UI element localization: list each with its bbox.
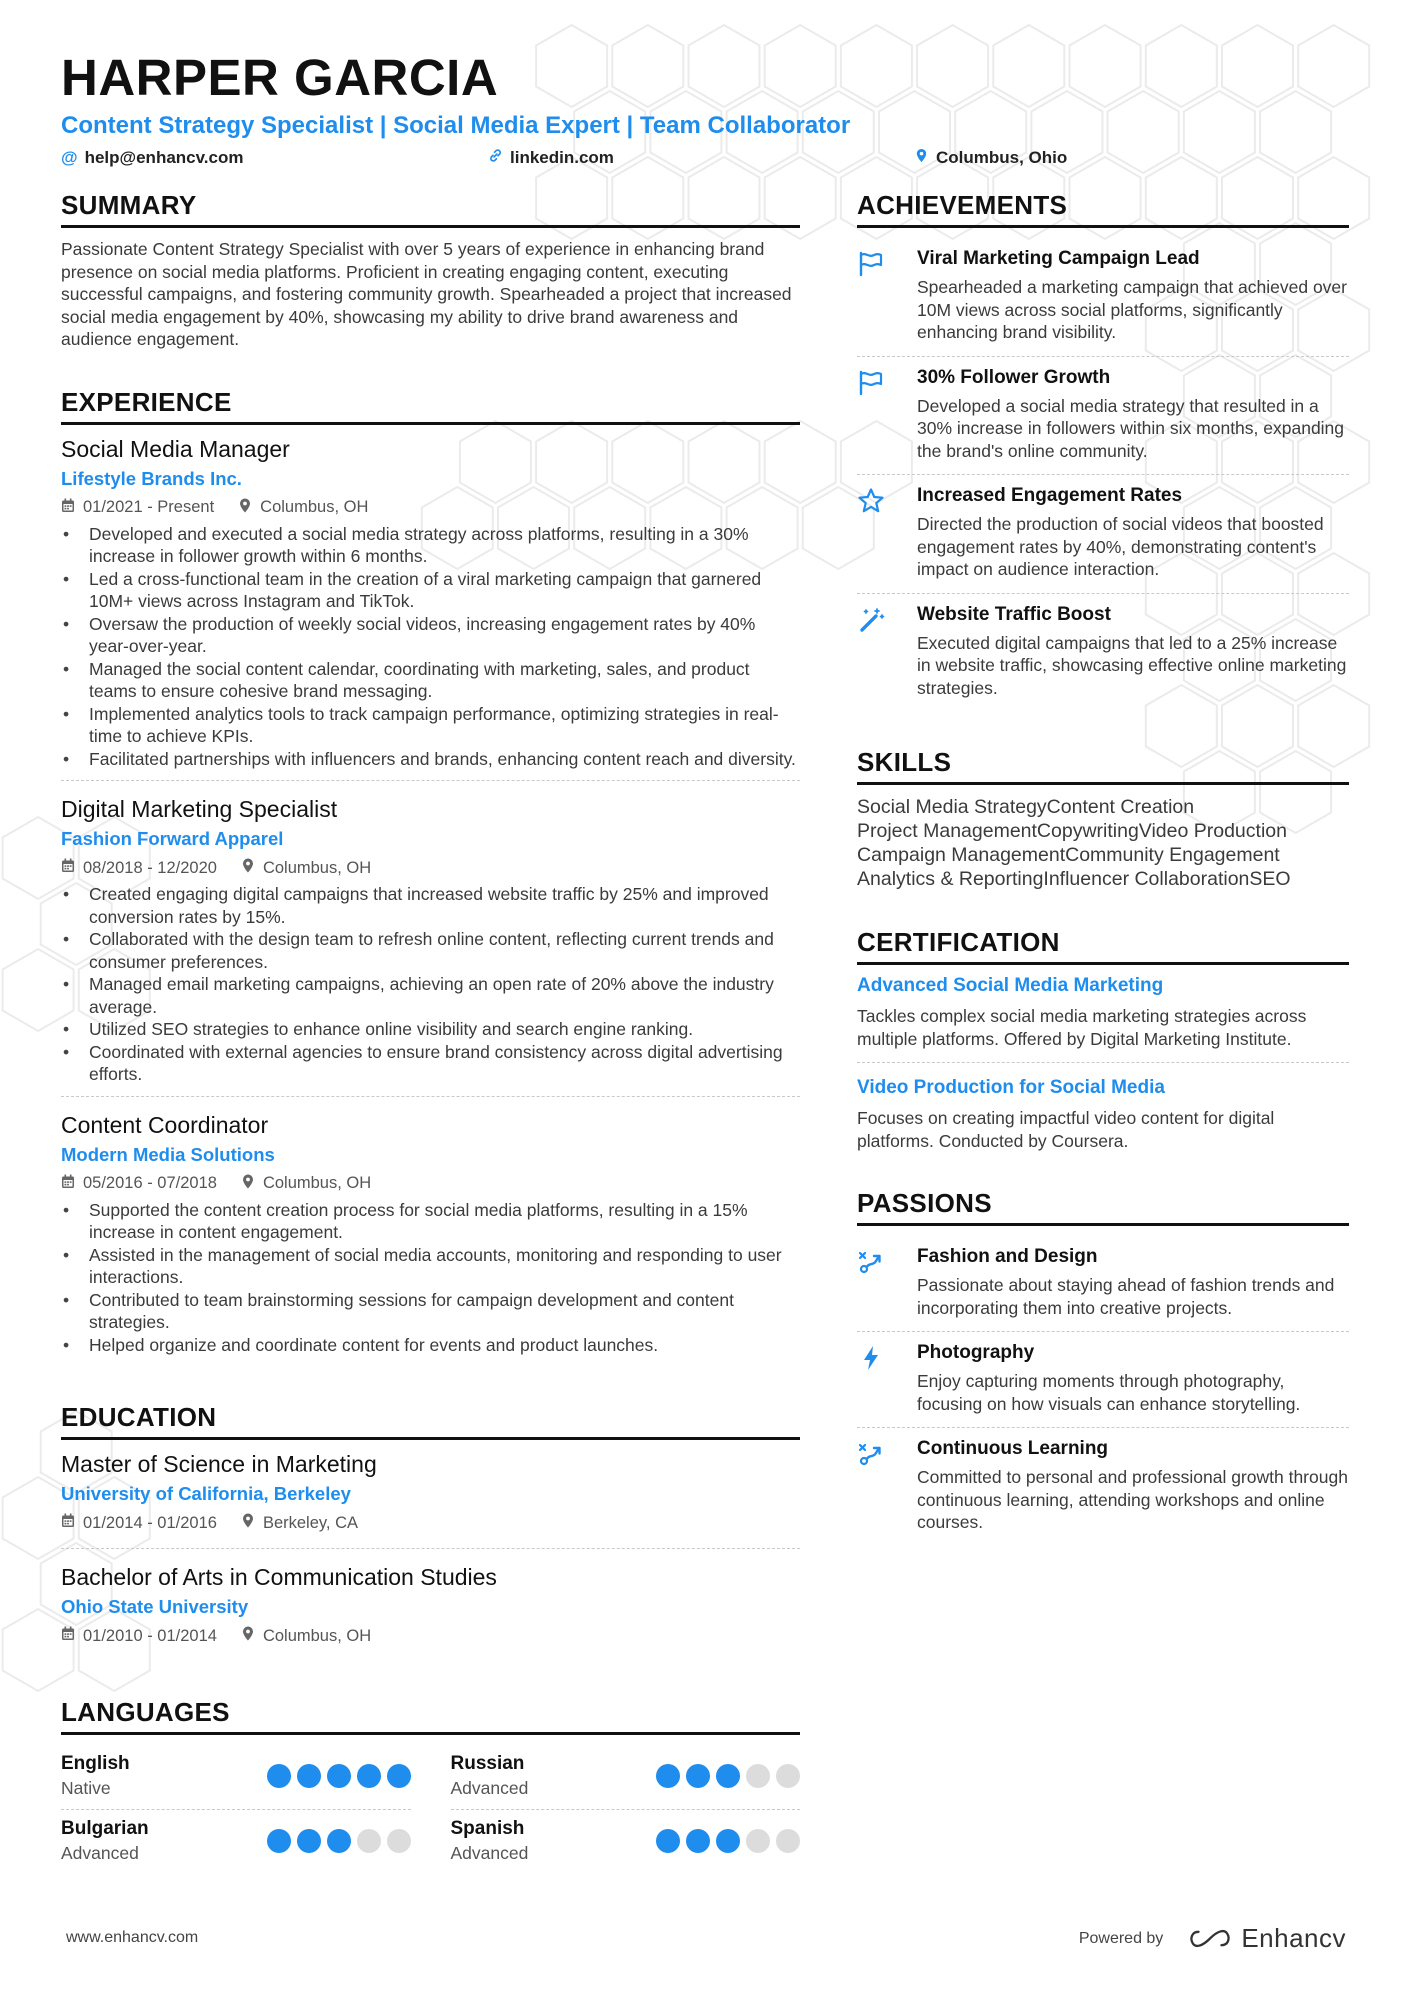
passion-title: Photography (917, 1342, 1035, 1363)
job-meta (61, 1174, 800, 1194)
location-pin-icon (241, 858, 255, 878)
education-heading: EDUCATION (61, 1402, 800, 1440)
job-bullet: • Managed email marketing campaigns, achieving an open rate of 20% above the industry average. (61, 973, 800, 1018)
skills-line: Analytics & ReportingInfluencer CollaborationSEO (857, 868, 1291, 890)
proficiency-dots (656, 1829, 800, 1853)
passion-item (857, 1427, 1349, 1546)
company-name: Lifestyle Brands Inc. (61, 467, 242, 489)
passion-item (857, 1236, 1349, 1331)
job-bullet: • Collaborated with the design team to refresh online content, reflecting current trends and consumer preferences. (61, 928, 800, 973)
job-location: Columbus, OH (262, 1174, 372, 1192)
job-bullets (61, 883, 800, 1086)
passion-text: Enjoy capturing moments through photography, focusing on how visuals can enhance storytelling. (917, 1371, 1301, 1414)
achievement-item (857, 356, 1349, 475)
job-bullet: • Supported the content creation process for social media platforms, resulting in a 15% increase in content engagement. (61, 1199, 800, 1244)
certification-heading: CERTIFICATION (857, 927, 1349, 965)
experience-section (61, 387, 800, 1367)
job-bullet: • Implemented analytics tools to track campaign performance, optimizing strategies in real-time to achieve KPIs. (61, 703, 800, 748)
certification-text: Tackles complex social media marketing strategies across multiple platforms. Offered by Digital Marketing Institute. (857, 1006, 1307, 1049)
brand-name: Enhancv (1241, 1923, 1346, 1953)
route-icon (857, 1438, 899, 1534)
certification-section (857, 927, 1349, 1152)
flag-icon (857, 248, 899, 344)
proficiency-dot-empty (776, 1764, 800, 1788)
degree-title: Bachelor of Arts in Communication Studies (61, 1564, 497, 1590)
job-bullet: • Oversaw the production of weekly social videos, increasing engagement rates by 40% year-over-year. (61, 613, 800, 658)
location-pin-icon (241, 1174, 255, 1194)
calendar-icon (61, 858, 75, 878)
school-name: Ohio State University (61, 1596, 249, 1617)
language-item (61, 1745, 411, 1810)
at-sign-icon: @ (61, 148, 78, 167)
language-item (451, 1745, 801, 1810)
skills-list (857, 795, 1349, 891)
job-title: Social Media Manager (61, 435, 290, 462)
proficiency-dot-empty (776, 1829, 800, 1853)
achievement-text: Developed a social media strategy that resulted in a 30% increase in followers within six months, expanding the brand's online community. (917, 395, 1345, 461)
skills-line: Social Media StrategyContent Creation (857, 796, 1195, 818)
linkedin-text: linkedin.com (510, 148, 614, 167)
achievements-heading: ACHIEVEMENTS (857, 190, 1349, 228)
resume-header (61, 48, 1351, 174)
passion-title: Fashion and Design (917, 1246, 1098, 1267)
language-name: Spanish (450, 1818, 525, 1839)
passion-text: Passionate about staying ahead of fashion trends and incorporating them into creative projects. (917, 1275, 1335, 1318)
skills-heading: SKILLS (857, 747, 1349, 785)
job-meta (61, 498, 800, 518)
proficiency-dots (267, 1829, 411, 1853)
passion-title: Continuous Learning (917, 1438, 1109, 1459)
proficiency-dot-filled (716, 1764, 740, 1788)
passion-text: Committed to personal and professional growth through continuous learning, attending workshops and online courses. (917, 1467, 1348, 1532)
job-dates: 08/2018 - 12/2020 (83, 858, 217, 877)
achievement-item (857, 474, 1349, 593)
language-level: Advanced (450, 1843, 529, 1863)
language-name: English (61, 1753, 130, 1774)
education-location: Columbus, OH (262, 1626, 372, 1645)
certification-item (857, 975, 1349, 1050)
route-icon (857, 1246, 899, 1319)
calendar-icon (61, 498, 75, 518)
email-contact[interactable] (61, 148, 244, 168)
job-bullet: • Created engaging digital campaigns that increased website traffic by 25% and improved conversion rates by 15%. (61, 883, 800, 928)
calendar-icon (61, 1626, 75, 1646)
summary-heading: SUMMARY (61, 190, 800, 228)
job-entry (61, 1096, 800, 1367)
powered-by-label: Powered by (1078, 1929, 1164, 1947)
job-bullets (61, 1199, 800, 1357)
job-bullet: • Developed and executed a social media strategy across platforms, resulting in a 30% increase in follower growth within 6 months. (61, 523, 800, 568)
achievement-text: Executed digital campaigns that led to a 25% increase in website traffic, showcasing effective online marketing strategies. (917, 632, 1347, 698)
language-level: Advanced (450, 1778, 529, 1798)
calendar-icon (61, 1513, 75, 1533)
job-title: Digital Marketing Specialist (61, 796, 338, 822)
proficiency-dot-filled (387, 1764, 411, 1788)
job-entry (61, 780, 800, 1096)
job-location: Columbus, OH (260, 498, 369, 516)
school-name: University of California, Berkeley (61, 1483, 351, 1504)
language-name: Russian (450, 1753, 525, 1774)
proficiency-dot-empty (746, 1764, 770, 1788)
certification-text: Focuses on creating impactful video content for digital platforms. Conducted by Coursera. (857, 1108, 1275, 1151)
proficiency-dot-empty (387, 1829, 411, 1853)
location-pin-icon (241, 1513, 255, 1533)
enhancv-logo[interactable] (1187, 1923, 1346, 1954)
left-column (61, 190, 800, 1910)
proficiency-dot-filled (297, 1764, 321, 1788)
footer-website-link[interactable]: www.enhancv.com (66, 1929, 199, 1946)
proficiency-dot-filled (267, 1764, 291, 1788)
skills-line: Project ManagementCopywritingVideo Production (857, 820, 1287, 842)
proficiency-dot-filled (357, 1764, 381, 1788)
job-location: Columbus, OH (262, 858, 372, 877)
proficiency-dot-filled (716, 1829, 740, 1853)
proficiency-dot-filled (267, 1829, 291, 1853)
flag-icon (857, 367, 899, 463)
education-dates: 01/2010 - 01/2014 (83, 1626, 217, 1645)
calendar-icon (61, 1174, 75, 1194)
job-dates: 05/2016 - 07/2018 (83, 1174, 217, 1192)
proficiency-dots (267, 1764, 411, 1788)
education-entry (61, 1548, 800, 1661)
job-bullet: • Facilitated partnerships with influencers and brands, enhancing content reach and diversity. (61, 748, 800, 771)
proficiency-dot-filled (327, 1764, 351, 1788)
proficiency-dot-empty (746, 1829, 770, 1853)
skills-line: Campaign ManagementCommunity Engagement (857, 844, 1280, 866)
location-pin-icon (238, 498, 252, 518)
certification-title: Advanced Social Media Marketing (857, 975, 1164, 996)
job-bullet: • Helped organize and coordinate content for events and product launches. (61, 1334, 800, 1357)
degree-title: Master of Science in Marketing (61, 1451, 377, 1477)
link-icon (488, 148, 503, 168)
candidate-name: HARPER GARCIA (61, 49, 499, 106)
education-entry (61, 1450, 800, 1548)
proficiency-dot-filled (686, 1764, 710, 1788)
certification-item (857, 1062, 1349, 1152)
proficiency-dot-filled (327, 1829, 351, 1853)
summary-text: Passionate Content Strategy Specialist with over 5 years of experience in enhancing brand presence on social media platforms. Proficient in creating engaging content, executing successful campaigns, and fostering community growth. Spearheaded a project that increased social media engagement by 40%, showcasing my ability to drive brand awareness and audience engagement. (61, 239, 792, 349)
achievements-section (857, 190, 1349, 711)
candidate-tagline: Content Strategy Specialist | Social Media Expert | Team Collaborator (61, 112, 851, 139)
passions-section (857, 1188, 1349, 1546)
job-meta (61, 858, 800, 878)
job-bullet: • Led a cross-functional team in the creation of a viral marketing campaign that garnered 10M+ views across Instagram and TikTok. (61, 568, 800, 613)
job-entry (61, 435, 800, 781)
skills-section (857, 747, 1349, 891)
language-item (61, 1810, 411, 1874)
magic-wand-icon (857, 604, 899, 700)
proficiency-dot-filled (686, 1829, 710, 1853)
achievement-text: Directed the production of social videos that boosted engagement rates by 40%, demonstrating content's impact on audience interaction. (917, 514, 1324, 579)
company-name: Fashion Forward Apparel (61, 828, 284, 849)
proficiency-dot-empty (357, 1829, 381, 1853)
email-text: help@enhancv.com (84, 148, 244, 167)
location-pin-icon (241, 1626, 255, 1646)
job-dates: 01/2021 - Present (83, 498, 215, 516)
languages-heading: LANGUAGES (61, 1697, 800, 1735)
education-meta (61, 1626, 800, 1646)
passion-item (857, 1331, 1349, 1427)
proficiency-dot-filled (656, 1829, 680, 1853)
experience-heading: EXPERIENCE (61, 387, 800, 425)
job-bullet: • Managed the social content calendar, coordinating with marketing, sales, and product teams to ensure cohesive brand messaging. (61, 658, 800, 703)
achievement-item (857, 593, 1349, 712)
proficiency-dot-filled (656, 1764, 680, 1788)
achievement-title: 30% Follower Growth (917, 366, 1111, 388)
languages-section (61, 1697, 800, 1874)
job-bullet: • Contributed to team brainstorming sessions for campaign development and content strategies. (61, 1289, 800, 1334)
achievement-item (857, 238, 1349, 356)
education-section (61, 1402, 800, 1661)
company-name: Modern Media Solutions (61, 1143, 275, 1165)
language-name: Bulgarian (61, 1818, 149, 1839)
contact-row (61, 148, 1351, 174)
education-location: Berkeley, CA (262, 1513, 359, 1532)
language-level: Native (61, 1778, 111, 1798)
proficiency-dot-filled (297, 1829, 321, 1853)
education-dates: 01/2014 - 01/2016 (83, 1513, 217, 1532)
summary-section (61, 190, 800, 351)
linkedin-contact[interactable] (488, 148, 614, 168)
passions-heading: PASSIONS (857, 1188, 1349, 1226)
location-text: Columbus, Ohio (936, 148, 1068, 167)
star-icon (857, 485, 899, 581)
job-bullet: • Assisted in the management of social media accounts, monitoring and responding to user interactions. (61, 1244, 800, 1289)
infinity-icon (1187, 1927, 1233, 1950)
job-bullet: • Utilized SEO strategies to enhance online visibility and search engine ranking. (61, 1018, 800, 1041)
job-bullets (61, 523, 800, 771)
certification-title: Video Production for Social Media (857, 1077, 1165, 1098)
job-title: Content Coordinator (61, 1111, 269, 1138)
language-item (451, 1810, 801, 1874)
achievement-title: Viral Marketing Campaign Lead (917, 248, 1200, 269)
proficiency-dots (656, 1764, 800, 1788)
right-column (857, 190, 1349, 1582)
achievement-text: Spearheaded a marketing campaign that achieved over 10M views across social platforms, significantly enhancing brand visibility. (917, 277, 1347, 342)
education-meta (61, 1513, 800, 1533)
achievement-title: Website Traffic Boost (917, 603, 1111, 625)
language-level: Advanced (61, 1843, 139, 1863)
powered-by (1079, 1923, 1346, 1954)
location-pin-icon (914, 148, 929, 168)
achievement-title: Increased Engagement Rates (917, 485, 1183, 506)
job-bullet: • Coordinated with external agencies to ensure brand consistency across digital advertising efforts. (61, 1041, 800, 1086)
lightning-icon (857, 1342, 899, 1415)
location-contact (914, 148, 1067, 168)
